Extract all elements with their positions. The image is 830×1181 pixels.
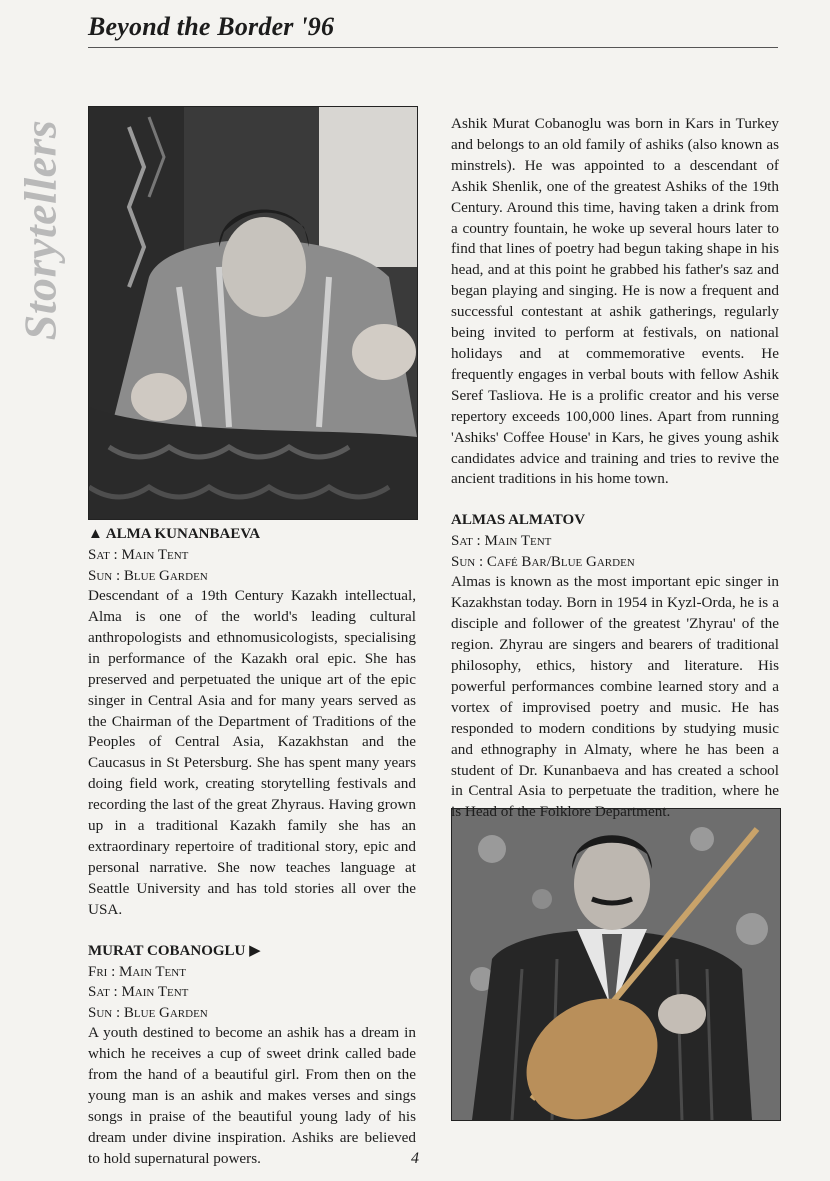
murat-schedule-fri: Fri : Main Tent <box>88 963 186 980</box>
alma-kunanbaeva-photo <box>88 106 418 520</box>
murat-name-heading: MURAT COBANOGLU ▶ <box>88 942 261 959</box>
page-number: 4 <box>411 1150 419 1167</box>
almas-name-heading: ALMAS ALMATOV <box>451 512 586 529</box>
alma-bio: Descendant of a 19th Century Kazakh intellectual, Alma is one of the world's leading cultural anthropologists and ethnomusicologists, specialising in performance of the Kazakh oral epic. She has preserved and perpetuated the unique art of the epic singer in Central Asia and for many years served as the Chairman of the Department of Traditions of the Peoples of Central Asia, Kazakhstan and the Caucasus in St Petersburg. She has spent many years doing field work, creating storytelling festivals and recording the last of the great Zhyraus. Having grown up in a traditional Kazakh family she has an extraordinary repertoire of traditional story, epic and personal narrative. She now teaches language at Seattle University and has told stories all over the USA. <box>88 587 416 918</box>
murat-bio: Ashik Murat Cobanoglu was born in Kars in Turkey and belongs to an old family of ashiks (also known as minstrels). He was appointed to a descendant of Ashik Shenlik, one of the greatest Ashiks of the 19th Century. Around this time, having taken a drink from a country fountain, he woke up several hours later to find that lines of poetry had begun taking shape in his head, and at this point he grabbed his father's saz and began playing and singing. He is now a frequent and successful contestant at ashik gatherings, regularly being invited to perform at festivals, on national holidays and at commemorative events. He frequently engages in verbal bouts with fellow Ashik Seref Tasliova. He is a prolific creator and his verse repertory exceeds 100,000 lines. Apart from running 'Ashiks' Coffee House' in Kars, he gives young ashik candidates advice and training and tries to revive the ancient traditions in his home town. <box>451 115 779 488</box>
alma-name-heading: ▲ ALMA KUNANBAEVA <box>88 526 261 542</box>
alma-photo-illustration <box>89 107 417 519</box>
murat-photo-illustration <box>452 809 780 1120</box>
header-rule <box>88 47 778 48</box>
right-column <box>451 114 779 823</box>
alma-schedule-sun: Sun : Blue Garden <box>88 567 208 584</box>
page-header-title: Beyond the Border '96 <box>88 12 335 41</box>
murat-cobanoglu-photo <box>451 808 781 1121</box>
almas-schedule-sun: Sun : Café Bar/Blue Garden <box>451 553 635 570</box>
murat-schedule-sat: Sat : Main Tent <box>88 984 189 1001</box>
murat-intro: A youth destined to become an ashik has a dream in which he receives a cup of sweet drink called bade from the hand of a beautiful girl. From then on the young man is an ashik and makes verses and sings songs in praise of the beautiful young lady of his dream under divine inspiration. Ashiks are believed to hold supernatural powers. <box>88 1024 416 1167</box>
alma-schedule-sat: Sat : Main Tent <box>88 546 189 563</box>
section-side-label: Storytellers <box>14 119 66 341</box>
left-column <box>88 524 416 1170</box>
almas-schedule-sat: Sat : Main Tent <box>451 533 552 550</box>
almas-bio: Almas is known as the most important epic singer in Kazakhstan today. Born in 1954 in Kyzl-Orda, he is a disciple and follower of the greatest 'Zhyrau' of the region. Zhyrau are singers and bearers of traditional philosophy, ethics, history and literature. His powerful performances combine learned story and a vortex of improvised poetry and music. He has responded to modern conditions by studying music and ethnography in Almaty, where he has been a student of Dr. Kunanbaeva and has created a school in Central Asia to perpetuate the tradition, where he is Head of the Folklore Department. <box>451 573 779 821</box>
murat-schedule-sun: Sun : Blue Garden <box>88 1004 208 1021</box>
